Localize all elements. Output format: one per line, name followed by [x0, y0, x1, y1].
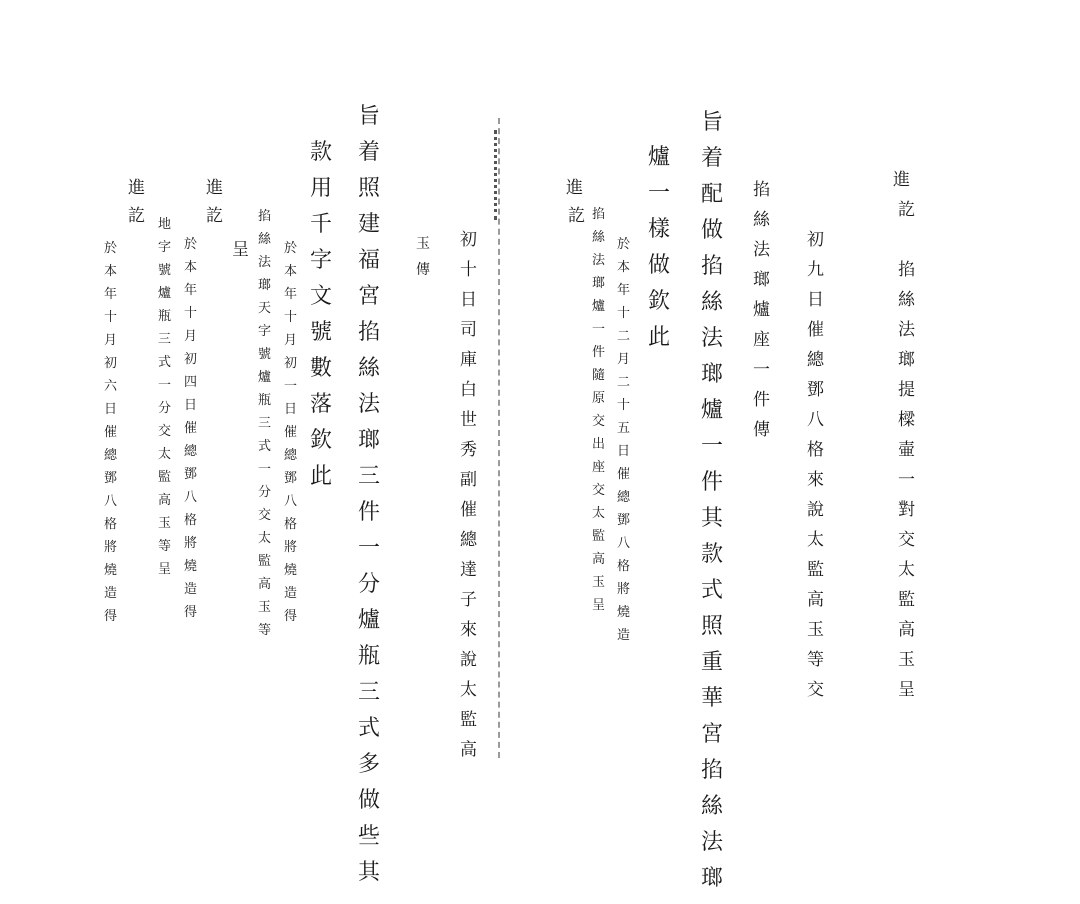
- glyph: 爐: [158, 286, 172, 301]
- left-col-5: [258, 210, 271, 647]
- glyph: 着: [701, 146, 724, 171]
- glyph: 交: [158, 424, 172, 439]
- glyph: 其: [358, 860, 381, 885]
- glyph: 初: [460, 230, 477, 250]
- glyph: 一: [898, 470, 915, 490]
- glyph: 總: [807, 350, 824, 370]
- glyph: 樣: [648, 217, 671, 242]
- glyph: 總: [617, 490, 631, 505]
- glyph: 交: [807, 680, 824, 700]
- glyph: 太: [807, 530, 824, 550]
- vertical-text-column: [158, 218, 171, 586]
- glyph: 做: [701, 218, 724, 243]
- glyph: 總: [104, 448, 118, 463]
- glyph: 八: [184, 490, 198, 505]
- glyph: 白: [460, 380, 477, 400]
- glyph: 件: [358, 500, 381, 525]
- glyph: 十: [104, 310, 118, 325]
- gutter-binding-marks: [494, 130, 499, 220]
- glyph: 日: [284, 402, 298, 417]
- glyph: 年: [104, 287, 118, 302]
- glyph: 交: [592, 483, 606, 498]
- glyph: 八: [617, 536, 631, 551]
- glyph: 等: [258, 623, 272, 638]
- glyph: 得: [184, 605, 198, 620]
- glyph: 此: [310, 464, 333, 489]
- right-col-5: [701, 112, 723, 904]
- glyph: 對: [898, 500, 915, 520]
- glyph: 千: [310, 212, 333, 237]
- glyph: 一: [592, 322, 606, 337]
- glyph: 掐: [701, 758, 724, 783]
- glyph: 三: [258, 416, 272, 431]
- glyph: 一: [284, 379, 298, 394]
- vertical-text-column: [104, 242, 117, 633]
- glyph: 絲: [701, 290, 724, 315]
- glyph: 月: [104, 333, 118, 348]
- glyph: 十: [617, 398, 631, 413]
- glyph: 監: [592, 529, 606, 544]
- glyph: 傳: [753, 420, 770, 440]
- glyph: 鄧: [617, 513, 631, 528]
- glyph: 爐: [258, 370, 272, 385]
- glyph: 掐: [258, 209, 272, 224]
- glyph: 高: [807, 590, 824, 610]
- glyph: 燒: [184, 559, 198, 574]
- glyph: 式: [358, 716, 381, 741]
- glyph: 格: [807, 440, 824, 460]
- glyph: 玉: [592, 575, 606, 590]
- vertical-text-column: [893, 172, 910, 202]
- glyph: 總: [460, 530, 477, 550]
- glyph: 交: [258, 508, 272, 523]
- glyph: 造: [284, 586, 298, 601]
- glyph: 監: [898, 590, 915, 610]
- glyph: 太: [460, 680, 477, 700]
- glyph: 爐: [701, 398, 724, 423]
- glyph: 分: [258, 485, 272, 500]
- glyph: 原: [592, 391, 606, 406]
- glyph: 旨: [701, 110, 724, 135]
- glyph: 將: [284, 540, 298, 555]
- glyph: 本: [184, 260, 198, 275]
- glyph: 鄧: [184, 467, 198, 482]
- vertical-text-column: [416, 237, 430, 288]
- glyph: 得: [104, 609, 118, 624]
- glyph: 日: [184, 398, 198, 413]
- glyph: 瑯: [592, 276, 606, 291]
- glyph: 高: [158, 493, 172, 508]
- glyph: 用: [310, 176, 333, 201]
- right-col-2: [898, 202, 915, 712]
- glyph: 數: [310, 356, 333, 381]
- glyph: 一: [158, 378, 172, 393]
- glyph: 太: [898, 560, 915, 580]
- glyph: 得: [284, 609, 298, 624]
- glyph: 來: [460, 620, 477, 640]
- glyph: 一: [358, 536, 381, 561]
- vertical-text-column: [184, 238, 197, 629]
- glyph: 總: [184, 444, 198, 459]
- glyph: 欽: [648, 289, 671, 314]
- glyph: 地: [158, 217, 172, 232]
- glyph: 爐: [648, 145, 671, 170]
- vertical-text-column: [310, 142, 332, 502]
- vertical-text-column: [753, 182, 770, 452]
- glyph: 一: [701, 434, 724, 459]
- right-col-3: [807, 232, 824, 712]
- glyph: 重: [701, 650, 724, 675]
- glyph: 格: [184, 513, 198, 528]
- glyph: 格: [284, 517, 298, 532]
- glyph: 玉: [158, 516, 172, 531]
- glyph: 八: [104, 494, 118, 509]
- left-col-6: [232, 242, 249, 272]
- glyph: 爐: [753, 300, 770, 320]
- vertical-text-column: [358, 106, 380, 898]
- glyph: 瓶: [258, 393, 272, 408]
- vertical-text-column: [617, 238, 630, 652]
- glyph: 提: [898, 380, 915, 400]
- glyph: 玉: [898, 650, 915, 670]
- glyph: 玉: [807, 620, 824, 640]
- vertical-text-column: [898, 202, 915, 712]
- glyph: 呈: [232, 240, 249, 260]
- glyph: 訖: [128, 206, 145, 226]
- glyph: 掐: [592, 207, 606, 222]
- left-col-4: [310, 142, 332, 502]
- glyph: 總: [284, 448, 298, 463]
- glyph: 法: [898, 320, 915, 340]
- glyph: 絲: [753, 210, 770, 230]
- glyph: 呈: [592, 598, 606, 613]
- glyph: 法: [592, 253, 606, 268]
- glyph: 華: [701, 686, 724, 711]
- left-col-9-date: [184, 238, 197, 629]
- glyph: 本: [104, 264, 118, 279]
- glyph: 格: [104, 517, 118, 532]
- glyph: 式: [701, 578, 724, 603]
- glyph: 十: [460, 260, 477, 280]
- glyph: 初: [184, 352, 198, 367]
- right-col-4: [753, 182, 770, 452]
- vertical-text-column: [128, 208, 145, 238]
- glyph: 日: [807, 290, 824, 310]
- glyph: 八: [284, 494, 298, 509]
- glyph: 於: [284, 241, 298, 256]
- glyph: 進: [206, 178, 223, 198]
- glyph: 監: [258, 554, 272, 569]
- glyph: 福: [358, 248, 381, 273]
- glyph: 分: [358, 572, 381, 597]
- glyph: 式: [258, 439, 272, 454]
- glyph: 宮: [358, 284, 381, 309]
- glyph: 玉: [416, 236, 430, 252]
- glyph: 造: [184, 582, 198, 597]
- glyph: 爐: [358, 608, 381, 633]
- glyph: 欽: [310, 428, 333, 453]
- vertical-text-column: [258, 210, 271, 647]
- glyph: 本: [617, 260, 631, 275]
- glyph: 年: [617, 283, 631, 298]
- glyph: 着: [358, 140, 381, 165]
- glyph: 高: [898, 620, 915, 640]
- left-col-11: [128, 208, 145, 238]
- glyph: 日: [104, 402, 118, 417]
- glyph: 旨: [358, 104, 381, 129]
- glyph: 字: [158, 240, 172, 255]
- glyph: 太: [258, 531, 272, 546]
- glyph: 款: [701, 542, 724, 567]
- glyph: 號: [158, 263, 172, 278]
- left-col-3: [358, 106, 380, 898]
- glyph: 三: [358, 680, 381, 705]
- glyph: 此: [648, 325, 671, 350]
- glyph: 催: [807, 320, 824, 340]
- glyph: 催: [184, 421, 198, 436]
- glyph: 年: [284, 287, 298, 302]
- right-col-9: [568, 208, 585, 238]
- left-col-2: [416, 237, 430, 288]
- glyph: 九: [807, 260, 824, 280]
- glyph: 一: [258, 462, 272, 477]
- glyph: 件: [753, 390, 770, 410]
- glyph: 掐: [358, 320, 381, 345]
- glyph: 法: [258, 255, 272, 270]
- glyph: 一: [753, 360, 770, 380]
- glyph: 號: [258, 347, 272, 362]
- right-col-6: [648, 147, 670, 363]
- glyph: 監: [807, 560, 824, 580]
- glyph: 玉: [258, 600, 272, 615]
- glyph: 達: [460, 560, 477, 580]
- glyph: 庫: [460, 350, 477, 370]
- glyph: 初: [104, 356, 118, 371]
- glyph: 太: [592, 506, 606, 521]
- glyph: 日: [617, 444, 631, 459]
- glyph: 絲: [701, 794, 724, 819]
- glyph: 等: [158, 539, 172, 554]
- glyph: 照: [358, 176, 381, 201]
- glyph: 配: [701, 182, 724, 207]
- glyph: 字: [310, 248, 333, 273]
- glyph: 座: [592, 460, 606, 475]
- glyph: 於: [184, 237, 198, 252]
- glyph: 掐: [701, 254, 724, 279]
- glyph: 高: [258, 577, 272, 592]
- glyph: 造: [104, 586, 118, 601]
- glyph: 瓶: [358, 644, 381, 669]
- glyph: 落: [310, 392, 333, 417]
- glyph: 宮: [701, 722, 724, 747]
- glyph: 建: [358, 212, 381, 237]
- vertical-text-column: [701, 112, 723, 904]
- glyph: 法: [701, 830, 724, 855]
- glyph: 四: [184, 375, 198, 390]
- glyph: 照: [701, 614, 724, 639]
- glyph: 催: [460, 500, 477, 520]
- glyph: 監: [158, 470, 172, 485]
- glyph: 格: [617, 559, 631, 574]
- left-col-9: [158, 218, 171, 586]
- glyph: 座: [753, 330, 770, 350]
- glyph: 絲: [898, 290, 915, 310]
- glyph: 等: [807, 650, 824, 670]
- glyph: 款: [310, 140, 333, 165]
- glyph: 些: [358, 824, 381, 849]
- glyph: 五: [617, 421, 631, 436]
- glyph: 說: [807, 500, 824, 520]
- glyph: 月: [184, 329, 198, 344]
- left-col-5-date: [284, 242, 297, 633]
- glyph: 做: [648, 253, 671, 278]
- glyph: 初: [284, 356, 298, 371]
- vertical-text-column: [568, 208, 585, 238]
- glyph: 多: [358, 752, 381, 777]
- glyph: 年: [184, 283, 198, 298]
- glyph: 月: [284, 333, 298, 348]
- glyph: 二: [617, 375, 631, 390]
- glyph: 來: [807, 470, 824, 490]
- glyph: 天: [258, 301, 272, 316]
- glyph: 訖: [898, 200, 915, 220]
- glyph: 呈: [158, 562, 172, 577]
- glyph: 樑: [898, 410, 915, 430]
- glyph: 絲: [258, 232, 272, 247]
- right-col-1: [893, 172, 910, 202]
- glyph: 絲: [592, 230, 606, 245]
- glyph: 瑯: [898, 350, 915, 370]
- glyph: 文: [310, 284, 333, 309]
- glyph: 六: [104, 379, 118, 394]
- vertical-text-column: [648, 147, 670, 363]
- glyph: 子: [460, 590, 477, 610]
- glyph: 法: [753, 240, 770, 260]
- vertical-text-column: [807, 232, 824, 712]
- glyph: 監: [460, 710, 477, 730]
- glyph: 說: [460, 650, 477, 670]
- glyph: 燒: [104, 563, 118, 578]
- glyph: 燒: [617, 605, 631, 620]
- vertical-text-column: [232, 242, 249, 272]
- glyph: 做: [358, 788, 381, 813]
- glyph: 壷: [898, 440, 915, 460]
- glyph: 傳: [416, 261, 430, 278]
- glyph: 分: [158, 401, 172, 416]
- glyph: 進: [566, 178, 583, 198]
- glyph: 掐: [898, 260, 915, 280]
- glyph: 瑯: [258, 278, 272, 293]
- left-col-8: [206, 208, 223, 238]
- vertical-text-column: [460, 232, 477, 772]
- glyph: 一: [648, 181, 671, 206]
- glyph: 法: [358, 392, 381, 417]
- glyph: 訖: [206, 206, 223, 226]
- glyph: 造: [617, 628, 631, 643]
- glyph: 十: [284, 310, 298, 325]
- glyph: 八: [807, 410, 824, 430]
- glyph: 瑯: [753, 270, 770, 290]
- glyph: 瑯: [358, 428, 381, 453]
- glyph: 掐: [753, 180, 770, 200]
- glyph: 太: [158, 447, 172, 462]
- right-col-7: [592, 208, 605, 622]
- glyph: 高: [460, 740, 477, 760]
- glyph: 出: [592, 437, 606, 452]
- glyph: 鄧: [284, 471, 298, 486]
- glyph: 交: [592, 414, 606, 429]
- glyph: 交: [898, 530, 915, 550]
- glyph: 三: [158, 332, 172, 347]
- glyph: 司: [460, 320, 477, 340]
- right-col-7-date: [617, 238, 630, 652]
- glyph: 於: [617, 237, 631, 252]
- left-col-1: [460, 232, 477, 772]
- glyph: 瑯: [701, 362, 724, 387]
- glyph: 件: [701, 470, 724, 495]
- glyph: 瓶: [158, 309, 172, 324]
- glyph: 日: [460, 290, 477, 310]
- glyph: 其: [701, 506, 724, 531]
- glyph: 本: [284, 264, 298, 279]
- glyph: 鄧: [104, 471, 118, 486]
- glyph: 件: [592, 345, 606, 360]
- glyph: 三: [358, 464, 381, 489]
- glyph: 秀: [460, 440, 477, 460]
- vertical-text-column: [284, 242, 297, 633]
- glyph: 催: [104, 425, 118, 440]
- glyph: 瑯: [701, 866, 724, 891]
- glyph: 催: [617, 467, 631, 482]
- glyph: 法: [701, 326, 724, 351]
- vertical-text-column: [592, 208, 605, 622]
- glyph: 十: [617, 306, 631, 321]
- left-col-12: [104, 242, 117, 633]
- glyph: 號: [310, 320, 333, 345]
- vertical-text-column: [206, 208, 223, 238]
- glyph: 世: [460, 410, 477, 430]
- glyph: 進: [893, 170, 910, 190]
- glyph: 於: [104, 241, 118, 256]
- glyph: 燒: [284, 563, 298, 578]
- glyph: 將: [184, 536, 198, 551]
- glyph: 催: [284, 425, 298, 440]
- glyph: 二: [617, 329, 631, 344]
- glyph: 將: [104, 540, 118, 555]
- glyph: 鄧: [807, 380, 824, 400]
- glyph: 進: [128, 178, 145, 198]
- glyph: 高: [592, 552, 606, 567]
- glyph: 字: [258, 324, 272, 339]
- glyph: 隨: [592, 368, 606, 383]
- glyph: 副: [460, 470, 477, 490]
- glyph: 爐: [592, 299, 606, 314]
- glyph: 式: [158, 355, 172, 370]
- glyph: [904, 232, 909, 262]
- glyph: 將: [617, 582, 631, 597]
- glyph: 訖: [568, 206, 585, 226]
- glyph: 月: [617, 352, 631, 367]
- glyph: 十: [184, 306, 198, 321]
- glyph: 初: [807, 230, 824, 250]
- glyph: 絲: [358, 356, 381, 381]
- glyph: 呈: [898, 680, 915, 700]
